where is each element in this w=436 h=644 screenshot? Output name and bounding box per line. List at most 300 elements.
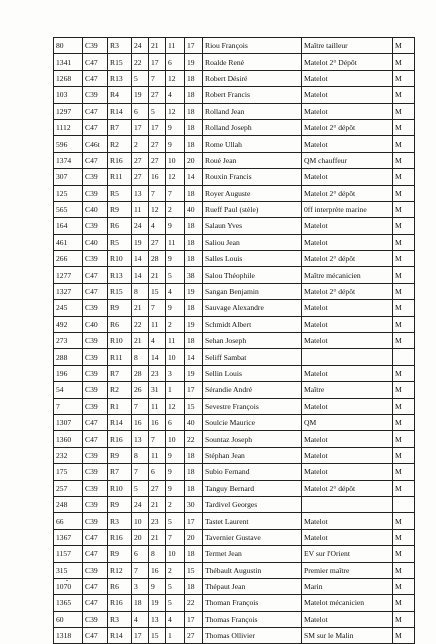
cell-age: 20 <box>185 529 203 545</box>
cell-day: 22 <box>132 316 149 332</box>
cell-person-name: Subio Fernand <box>203 464 302 480</box>
cell-record-number: 103 <box>54 87 83 103</box>
cell-age: 18 <box>185 185 203 201</box>
cell-year: 5 <box>166 578 185 594</box>
cell-age: 18 <box>185 578 203 594</box>
table-row <box>54 496 415 512</box>
cell-convoy-code: C40 <box>83 234 108 250</box>
cell-status: M <box>393 595 415 611</box>
cell-rank-role: Maître tailleur <box>302 38 393 54</box>
cell-age: 18 <box>185 234 203 250</box>
cell-record-number: 54 <box>54 382 83 398</box>
cell-month: 17 <box>149 119 166 135</box>
cell-person-name: Sevestre François <box>203 398 302 414</box>
cell-convoy-code: C47 <box>83 103 108 119</box>
cell-status: M <box>393 70 415 86</box>
cell-rank-role: Matelot 2° dépôt <box>302 119 393 135</box>
cell-row-code: R6 <box>108 316 132 332</box>
cell-person-name: Seliff Sambat <box>203 349 302 365</box>
cell-row-code: R7 <box>108 119 132 135</box>
cell-year: 7 <box>166 185 185 201</box>
cell-status: M <box>393 316 415 332</box>
cell-age: 18 <box>185 136 203 152</box>
cell-day: 6 <box>132 103 149 119</box>
cell-rank-role: Matelot 2° dépôt <box>302 251 393 267</box>
table-row <box>54 169 415 185</box>
cell-year: 1 <box>166 382 185 398</box>
cell-status: M <box>393 480 415 496</box>
cell-rank-role: Matelot <box>302 87 393 103</box>
cell-person-name: Roué Jean <box>203 152 302 168</box>
cell-convoy-code: C47 <box>83 70 108 86</box>
cell-person-name: Royer Auguste <box>203 185 302 201</box>
cell-year: 6 <box>166 414 185 430</box>
cell-convoy-code: C39 <box>83 447 108 463</box>
cell-day: 2 <box>132 136 149 152</box>
cell-person-name: Tardivel Georges <box>203 496 302 512</box>
cell-month: 7 <box>149 185 166 201</box>
table-row <box>54 103 415 119</box>
cell-age: 40 <box>185 414 203 430</box>
cell-record-number: 1374 <box>54 152 83 168</box>
cell-year: 12 <box>166 169 185 185</box>
cell-day: 21 <box>132 333 149 349</box>
cell-day: 22 <box>132 54 149 70</box>
cell-convoy-code: C47 <box>83 267 108 283</box>
cell-row-code: R10 <box>108 480 132 496</box>
cell-row-code: R15 <box>108 54 132 70</box>
cell-month: 4 <box>149 333 166 349</box>
cell-record-number: 7 <box>54 398 83 414</box>
cell-rank-role: SM sur le Malin <box>302 628 393 644</box>
cell-record-number: 307 <box>54 169 83 185</box>
cell-day: 13 <box>132 185 149 201</box>
cell-row-code: R7 <box>108 365 132 381</box>
cell-month: 19 <box>149 595 166 611</box>
cell-day: 7 <box>132 464 149 480</box>
table-row <box>54 136 415 152</box>
cell-status: M <box>393 464 415 480</box>
cell-person-name: Salou Théophile <box>203 267 302 283</box>
cell-year: 10 <box>166 349 185 365</box>
cell-day: 21 <box>132 300 149 316</box>
cell-status: M <box>393 218 415 234</box>
cell-month: 21 <box>149 267 166 283</box>
cell-year: 4 <box>166 283 185 299</box>
cell-person-name: Rolland Jean <box>203 103 302 119</box>
cell-day: 5 <box>132 70 149 86</box>
page-speck <box>66 580 68 581</box>
cell-status: M <box>393 54 415 70</box>
table-row <box>54 251 415 267</box>
cell-age: 18 <box>185 447 203 463</box>
table-row <box>54 414 415 430</box>
roster-body <box>54 38 415 644</box>
cell-record-number: 164 <box>54 218 83 234</box>
cell-rank-role: QM <box>302 414 393 430</box>
cell-row-code: R6 <box>108 218 132 234</box>
table-row <box>54 447 415 463</box>
cell-day: 27 <box>132 169 149 185</box>
cell-month: 5 <box>149 103 166 119</box>
cell-convoy-code: C47 <box>83 119 108 135</box>
cell-convoy-code: C46t <box>83 136 108 152</box>
cell-convoy-code: C39 <box>83 398 108 414</box>
cell-rank-role: Matelot <box>302 365 393 381</box>
cell-month: 31 <box>149 382 166 398</box>
cell-row-code: R11 <box>108 349 132 365</box>
cell-rank-role: Matelot <box>302 431 393 447</box>
cell-year: 6 <box>166 54 185 70</box>
cell-age: 18 <box>185 87 203 103</box>
cell-year: 9 <box>166 300 185 316</box>
cell-month: 7 <box>149 70 166 86</box>
cell-month: 23 <box>149 513 166 529</box>
cell-convoy-code: C47 <box>83 578 108 594</box>
cell-row-code: R4 <box>108 87 132 103</box>
cell-day: 24 <box>132 218 149 234</box>
cell-year: 12 <box>166 398 185 414</box>
roster-table <box>53 37 415 644</box>
cell-rank-role: Maître mécanicien <box>302 267 393 283</box>
cell-age: 22 <box>185 431 203 447</box>
cell-convoy-code: C39 <box>83 300 108 316</box>
cell-day: 26 <box>132 382 149 398</box>
cell-month: 17 <box>149 54 166 70</box>
table-row <box>54 562 415 578</box>
cell-year: 12 <box>166 70 185 86</box>
table-row <box>54 382 415 398</box>
cell-record-number: 461 <box>54 234 83 250</box>
cell-rank-role: Matelot 2° Dépôt <box>302 54 393 70</box>
cell-rank-role: Marin <box>302 578 393 594</box>
cell-record-number: 196 <box>54 365 83 381</box>
cell-age: 14 <box>185 349 203 365</box>
cell-year: 9 <box>166 119 185 135</box>
cell-rank-role: Matelot <box>302 169 393 185</box>
cell-rank-role: Matelot <box>302 611 393 627</box>
cell-status: M <box>393 513 415 529</box>
cell-convoy-code: C47 <box>83 431 108 447</box>
cell-age: 18 <box>185 480 203 496</box>
cell-person-name: Soulcie Maurice <box>203 414 302 430</box>
cell-row-code: R9 <box>108 300 132 316</box>
cell-record-number: 1070 <box>54 578 83 594</box>
cell-status: M <box>393 382 415 398</box>
cell-year: 2 <box>166 562 185 578</box>
cell-status: M <box>393 546 415 562</box>
cell-day: 11 <box>132 201 149 217</box>
cell-day: 14 <box>132 251 149 267</box>
cell-status: M <box>393 578 415 594</box>
cell-person-name: Rolland Joseph <box>203 119 302 135</box>
cell-year: 10 <box>166 431 185 447</box>
cell-day: 24 <box>132 38 149 54</box>
cell-day: 14 <box>132 267 149 283</box>
cell-rank-role: Matelot 2° dépôt <box>302 283 393 299</box>
cell-convoy-code: C39 <box>83 87 108 103</box>
cell-record-number: 60 <box>54 611 83 627</box>
cell-year: 12 <box>166 103 185 119</box>
cell-convoy-code: C39 <box>83 382 108 398</box>
cell-row-code: R10 <box>108 251 132 267</box>
cell-record-number: 1268 <box>54 70 83 86</box>
cell-rank-role: Matelot <box>302 136 393 152</box>
cell-convoy-code: C39 <box>83 480 108 496</box>
cell-person-name: Rouxin Francis <box>203 169 302 185</box>
cell-convoy-code: C39 <box>83 251 108 267</box>
cell-month: 27 <box>149 480 166 496</box>
cell-day: 19 <box>132 234 149 250</box>
cell-person-name: Robert Francis <box>203 87 302 103</box>
table-row <box>54 611 415 627</box>
cell-convoy-code: C39 <box>83 496 108 512</box>
table-row <box>54 70 415 86</box>
cell-rank-role: Matelot 2° dépôt <box>302 185 393 201</box>
cell-day: 5 <box>132 480 149 496</box>
cell-day: 8 <box>132 447 149 463</box>
cell-rank-role: Matelot <box>302 513 393 529</box>
cell-row-code: R16 <box>108 152 132 168</box>
cell-row-code: R16 <box>108 595 132 611</box>
cell-month: 27 <box>149 234 166 250</box>
cell-year: 4 <box>166 611 185 627</box>
cell-status: M <box>393 529 415 545</box>
cell-age: 17 <box>185 513 203 529</box>
cell-record-number: 565 <box>54 201 83 217</box>
cell-age: 38 <box>185 267 203 283</box>
cell-age: 19 <box>185 316 203 332</box>
table-row <box>54 185 415 201</box>
cell-age: 20 <box>185 152 203 168</box>
table-row <box>54 152 415 168</box>
cell-year: 5 <box>166 513 185 529</box>
cell-year: 2 <box>166 316 185 332</box>
cell-month: 11 <box>149 316 166 332</box>
cell-day: 7 <box>132 562 149 578</box>
table-row <box>54 431 415 447</box>
cell-month: 21 <box>149 38 166 54</box>
cell-year: 4 <box>166 87 185 103</box>
cell-month: 27 <box>149 136 166 152</box>
cell-rank-role: Matelot <box>302 529 393 545</box>
cell-age: 18 <box>185 546 203 562</box>
cell-status: M <box>393 414 415 430</box>
cell-convoy-code: C40 <box>83 316 108 332</box>
cell-person-name: Sountaz Joseph <box>203 431 302 447</box>
cell-month: 21 <box>149 529 166 545</box>
cell-record-number: 1360 <box>54 431 83 447</box>
cell-year: 9 <box>166 218 185 234</box>
cell-person-name: Thoman François <box>203 595 302 611</box>
cell-convoy-code: C39 <box>83 169 108 185</box>
cell-status: M <box>393 398 415 414</box>
cell-age: 17 <box>185 38 203 54</box>
cell-age: 27 <box>185 628 203 644</box>
cell-age: 30 <box>185 496 203 512</box>
cell-record-number: 315 <box>54 562 83 578</box>
cell-person-name: Termet Jean <box>203 546 302 562</box>
cell-rank-role <box>302 496 393 512</box>
cell-convoy-code: C39 <box>83 333 108 349</box>
cell-day: 13 <box>132 431 149 447</box>
cell-age: 18 <box>185 119 203 135</box>
cell-age: 19 <box>185 283 203 299</box>
cell-month: 15 <box>149 283 166 299</box>
cell-month: 27 <box>149 87 166 103</box>
cell-rank-role: Matelot 2° dépôt <box>302 480 393 496</box>
cell-record-number: 1307 <box>54 414 83 430</box>
table-row <box>54 398 415 414</box>
cell-day: 19 <box>132 87 149 103</box>
cell-record-number: 1365 <box>54 595 83 611</box>
cell-person-name: Thépaut Jean <box>203 578 302 594</box>
cell-status: M <box>393 283 415 299</box>
cell-record-number: 245 <box>54 300 83 316</box>
cell-record-number: 1327 <box>54 283 83 299</box>
cell-day: 8 <box>132 349 149 365</box>
cell-record-number: 1297 <box>54 103 83 119</box>
cell-day: 24 <box>132 496 149 512</box>
cell-day: 7 <box>132 398 149 414</box>
table-row <box>54 316 415 332</box>
cell-record-number: 66 <box>54 513 83 529</box>
table-row <box>54 529 415 545</box>
cell-year: 9 <box>166 447 185 463</box>
cell-record-number: 1277 <box>54 267 83 283</box>
cell-person-name: Tastet Laurent <box>203 513 302 529</box>
cell-row-code: R16 <box>108 431 132 447</box>
cell-record-number: 80 <box>54 38 83 54</box>
table-row <box>54 349 415 365</box>
cell-year: 11 <box>166 234 185 250</box>
cell-age: 14 <box>185 169 203 185</box>
cell-status: M <box>393 365 415 381</box>
cell-rank-role: Maître <box>302 382 393 398</box>
cell-day: 10 <box>132 513 149 529</box>
cell-status: M <box>393 119 415 135</box>
cell-month: 27 <box>149 152 166 168</box>
cell-status: M <box>393 562 415 578</box>
cell-row-code: R2 <box>108 136 132 152</box>
cell-convoy-code: C39 <box>83 464 108 480</box>
cell-month: 4 <box>149 218 166 234</box>
cell-convoy-code: C40 <box>83 201 108 217</box>
cell-month: 8 <box>149 546 166 562</box>
cell-day: 17 <box>132 628 149 644</box>
cell-row-code: R1 <box>108 398 132 414</box>
cell-status <box>393 349 415 365</box>
cell-row-code: R14 <box>108 103 132 119</box>
cell-year: 5 <box>166 267 185 283</box>
cell-rank-role: Matelot <box>302 398 393 414</box>
cell-year: 11 <box>166 38 185 54</box>
cell-person-name: Schmidt Albert <box>203 316 302 332</box>
cell-age: 18 <box>185 464 203 480</box>
table-row <box>54 513 415 529</box>
cell-month: 14 <box>149 349 166 365</box>
cell-row-code: R5 <box>108 234 132 250</box>
cell-status: M <box>393 185 415 201</box>
table-row <box>54 218 415 234</box>
cell-status: M <box>393 87 415 103</box>
cell-row-code: R11 <box>108 169 132 185</box>
cell-status: M <box>393 38 415 54</box>
cell-record-number: 1318 <box>54 628 83 644</box>
cell-status: M <box>393 152 415 168</box>
cell-record-number: 1341 <box>54 54 83 70</box>
table-row <box>54 38 415 54</box>
cell-day: 6 <box>132 546 149 562</box>
cell-age: 40 <box>185 201 203 217</box>
cell-row-code: R3 <box>108 611 132 627</box>
cell-month: 13 <box>149 611 166 627</box>
cell-year: 1 <box>166 628 185 644</box>
cell-convoy-code: C39 <box>83 611 108 627</box>
cell-year: 10 <box>166 152 185 168</box>
cell-convoy-code: C39 <box>83 38 108 54</box>
table-row <box>54 54 415 70</box>
cell-person-name: Roalde René <box>203 54 302 70</box>
cell-status <box>393 496 415 512</box>
cell-person-name: Thébault Augustin <box>203 562 302 578</box>
cell-record-number: 288 <box>54 349 83 365</box>
cell-row-code: R5 <box>108 185 132 201</box>
cell-age: 19 <box>185 365 203 381</box>
cell-record-number: 1367 <box>54 529 83 545</box>
cell-row-code: R9 <box>108 496 132 512</box>
cell-rank-role: 0ff interprète marine <box>302 201 393 217</box>
cell-age: 15 <box>185 562 203 578</box>
cell-month: 7 <box>149 431 166 447</box>
cell-convoy-code: C47 <box>83 283 108 299</box>
cell-person-name: Tavernier Gustave <box>203 529 302 545</box>
cell-person-name: Saliou Jean <box>203 234 302 250</box>
cell-rank-role: Matelot <box>302 103 393 119</box>
cell-row-code: R15 <box>108 283 132 299</box>
cell-status: M <box>393 201 415 217</box>
cell-person-name: Salaun Yves <box>203 218 302 234</box>
cell-age: 15 <box>185 398 203 414</box>
table-row <box>54 300 415 316</box>
cell-record-number: 125 <box>54 185 83 201</box>
cell-record-number: 232 <box>54 447 83 463</box>
cell-person-name: Rome Ullah <box>203 136 302 152</box>
cell-person-name: Thomas François <box>203 611 302 627</box>
cell-row-code: R10 <box>108 333 132 349</box>
cell-record-number: 596 <box>54 136 83 152</box>
cell-row-code: R2 <box>108 382 132 398</box>
cell-age: 18 <box>185 251 203 267</box>
cell-status: M <box>393 333 415 349</box>
cell-row-code: R13 <box>108 267 132 283</box>
cell-convoy-code: C47 <box>83 546 108 562</box>
cell-rank-role: Matelot <box>302 316 393 332</box>
cell-status: M <box>393 628 415 644</box>
cell-age: 18 <box>185 333 203 349</box>
cell-person-name: Sauvage Alexandre <box>203 300 302 316</box>
cell-record-number: 175 <box>54 464 83 480</box>
cell-year: 7 <box>166 529 185 545</box>
cell-status: M <box>393 136 415 152</box>
table-row <box>54 464 415 480</box>
cell-row-code: R9 <box>108 201 132 217</box>
cell-month: 11 <box>149 398 166 414</box>
cell-person-name: Thomas Ollivier <box>203 628 302 644</box>
table-row <box>54 283 415 299</box>
cell-age: 17 <box>185 382 203 398</box>
cell-year: 3 <box>166 365 185 381</box>
